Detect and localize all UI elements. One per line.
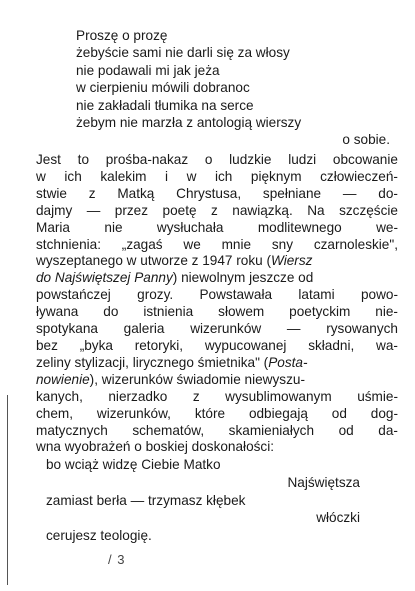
- word: nie-: [375, 304, 398, 320]
- paragraph-line: [36, 186, 398, 203]
- word: nierzadko: [108, 388, 168, 404]
- paragraph-line: [36, 237, 398, 254]
- word: to: [77, 152, 90, 167]
- word: Powstawała: [199, 287, 273, 303]
- word: do: [103, 304, 119, 320]
- word: chem,: [36, 405, 74, 421]
- word: czarnoleskie",: [313, 236, 398, 252]
- page-number: / 3: [108, 552, 126, 567]
- quote-line: włóczki: [316, 510, 360, 526]
- poem-line: żebyście sami nie darli się za włosy: [76, 45, 290, 61]
- word: kanych,: [36, 388, 83, 404]
- word: Na: [307, 202, 325, 218]
- word: pięknym: [250, 168, 302, 184]
- word: dog-: [370, 405, 398, 421]
- word: dajmy: [36, 202, 73, 218]
- word: ludzkie: [229, 152, 272, 167]
- word: ludzi: [288, 152, 317, 167]
- word: uśmie-: [357, 388, 398, 404]
- page-binding-edge: [7, 395, 8, 585]
- word: Matką: [117, 185, 155, 201]
- quote-line: cerujesz teologię.: [46, 528, 152, 544]
- poem-quotation: [36, 456, 398, 545]
- word: Maria: [36, 219, 70, 235]
- word: szczęście: [339, 202, 398, 218]
- word: sny: [271, 236, 294, 252]
- title-citation: Wiersz: [271, 253, 313, 269]
- paragraph-line: [36, 423, 398, 440]
- poem-line: Proszę o prozę: [76, 28, 168, 43]
- poem-line: żebym nie marzła z antologią wierszy: [76, 115, 302, 131]
- paragraph-line: [36, 152, 398, 169]
- paragraph-line: [36, 169, 398, 186]
- word: do-: [378, 185, 398, 201]
- word: Jest: [36, 152, 61, 167]
- word: „byka: [79, 337, 113, 353]
- word: istnienia: [143, 304, 194, 320]
- word: galeria: [123, 321, 165, 337]
- word: odbiegają: [248, 405, 308, 421]
- poem-line: o sobie.: [342, 132, 390, 148]
- paragraph-line: [36, 220, 398, 237]
- paragraph-text: ), wizerunków świadomie niewyszu-: [89, 371, 305, 387]
- word: o: [204, 152, 213, 167]
- word: grozy.: [137, 287, 174, 303]
- paragraph-text: zeliny stylizacji, lirycznego śmietnika" (: [36, 354, 269, 370]
- paragraph-line: [36, 406, 398, 423]
- word: od: [331, 405, 347, 421]
- word: skamieniałych: [228, 422, 315, 438]
- word: nie: [104, 219, 123, 235]
- word: w: [186, 168, 197, 184]
- word: które: [194, 405, 226, 421]
- word: wa-: [376, 337, 398, 353]
- paragraph-line: [36, 355, 398, 372]
- word: poetę: [162, 202, 197, 218]
- word: —: [86, 202, 101, 218]
- word: —: [342, 185, 357, 201]
- quote-line: bo wciąż widzę Ciebie Matko: [46, 457, 221, 472]
- paragraph-line: wna wyobrażeń o boskiej doskonałości:: [36, 439, 275, 455]
- word: prośba-nakaz: [105, 152, 189, 167]
- paragraph-line: [36, 253, 398, 270]
- paragraph-line: [36, 270, 398, 287]
- paragraph-text: wyszeptanego w utworze z 1947 roku (: [36, 253, 271, 269]
- quote-line: zamiast berła — trzymasz kłębek: [46, 492, 246, 508]
- body-paragraph: [36, 152, 398, 456]
- paragraph-line: [36, 321, 398, 338]
- word: składni,: [308, 337, 355, 353]
- word: schematów,: [132, 422, 205, 438]
- word: ich: [64, 168, 82, 184]
- word: poetyckim: [289, 304, 351, 320]
- poem-line: w cierpieniu mówili dobranoc: [76, 80, 250, 96]
- word: „zagaś: [121, 236, 163, 252]
- word: modlitewnego: [257, 219, 342, 235]
- word: powo-: [360, 287, 398, 303]
- title-citation: nowienie: [36, 371, 90, 387]
- word: stwie: [36, 185, 67, 201]
- paragraph-line: [36, 372, 398, 389]
- paragraph-line: [36, 304, 398, 321]
- poem-line: nie zakładali tłumika na serce: [76, 97, 254, 113]
- word: retoryki,: [134, 337, 184, 353]
- word: spełniane: [262, 185, 322, 201]
- word: z: [88, 185, 96, 201]
- word: stchnienia:: [36, 236, 101, 252]
- poem-line: nie podawali mi jak jeża: [76, 62, 220, 78]
- word: Chrystusa,: [176, 185, 242, 201]
- word: przez: [114, 202, 149, 218]
- word: we: [183, 236, 201, 252]
- word: da-: [378, 422, 398, 438]
- title-citation: do Najświętszej Panny: [36, 270, 173, 286]
- word: człowieczeń-: [320, 168, 398, 184]
- word: ich: [214, 168, 233, 184]
- paragraph-line: [36, 203, 398, 220]
- paragraph-line: [36, 338, 398, 355]
- word: obcowanie: [332, 152, 398, 167]
- word: w: [36, 168, 46, 184]
- word: wypucowanej: [204, 337, 287, 353]
- word: od: [338, 422, 354, 438]
- word: słowem: [218, 304, 265, 320]
- word: wizerunków,: [96, 405, 171, 421]
- paragraph-line: [36, 287, 398, 304]
- word: wysłuchała: [156, 219, 224, 235]
- word: powstańczej: [36, 287, 111, 303]
- poem-epigraph: [76, 27, 396, 149]
- word: spotykana: [36, 321, 98, 337]
- word: we-: [376, 219, 398, 235]
- word: ływana: [36, 304, 79, 320]
- word: rysowanych: [326, 321, 398, 337]
- word: nawiązką.: [232, 202, 293, 218]
- word: z: [211, 202, 218, 218]
- word: wizerunków: [190, 321, 262, 337]
- quote-line: Najświętsza: [287, 474, 360, 490]
- word: i: [164, 168, 169, 184]
- word: matycznych: [36, 422, 108, 438]
- word: z: [192, 388, 200, 404]
- word: mnie: [221, 236, 252, 252]
- word: kalekim: [100, 168, 147, 184]
- word: —: [286, 321, 301, 337]
- word: latami: [298, 287, 335, 303]
- paragraph-line: [36, 389, 398, 406]
- word: bez: [36, 337, 58, 353]
- title-citation: Posta-: [268, 354, 308, 370]
- paragraph-text: ) niewolnym jeszcze od: [172, 270, 314, 286]
- word: wysublimowanym: [225, 388, 332, 404]
